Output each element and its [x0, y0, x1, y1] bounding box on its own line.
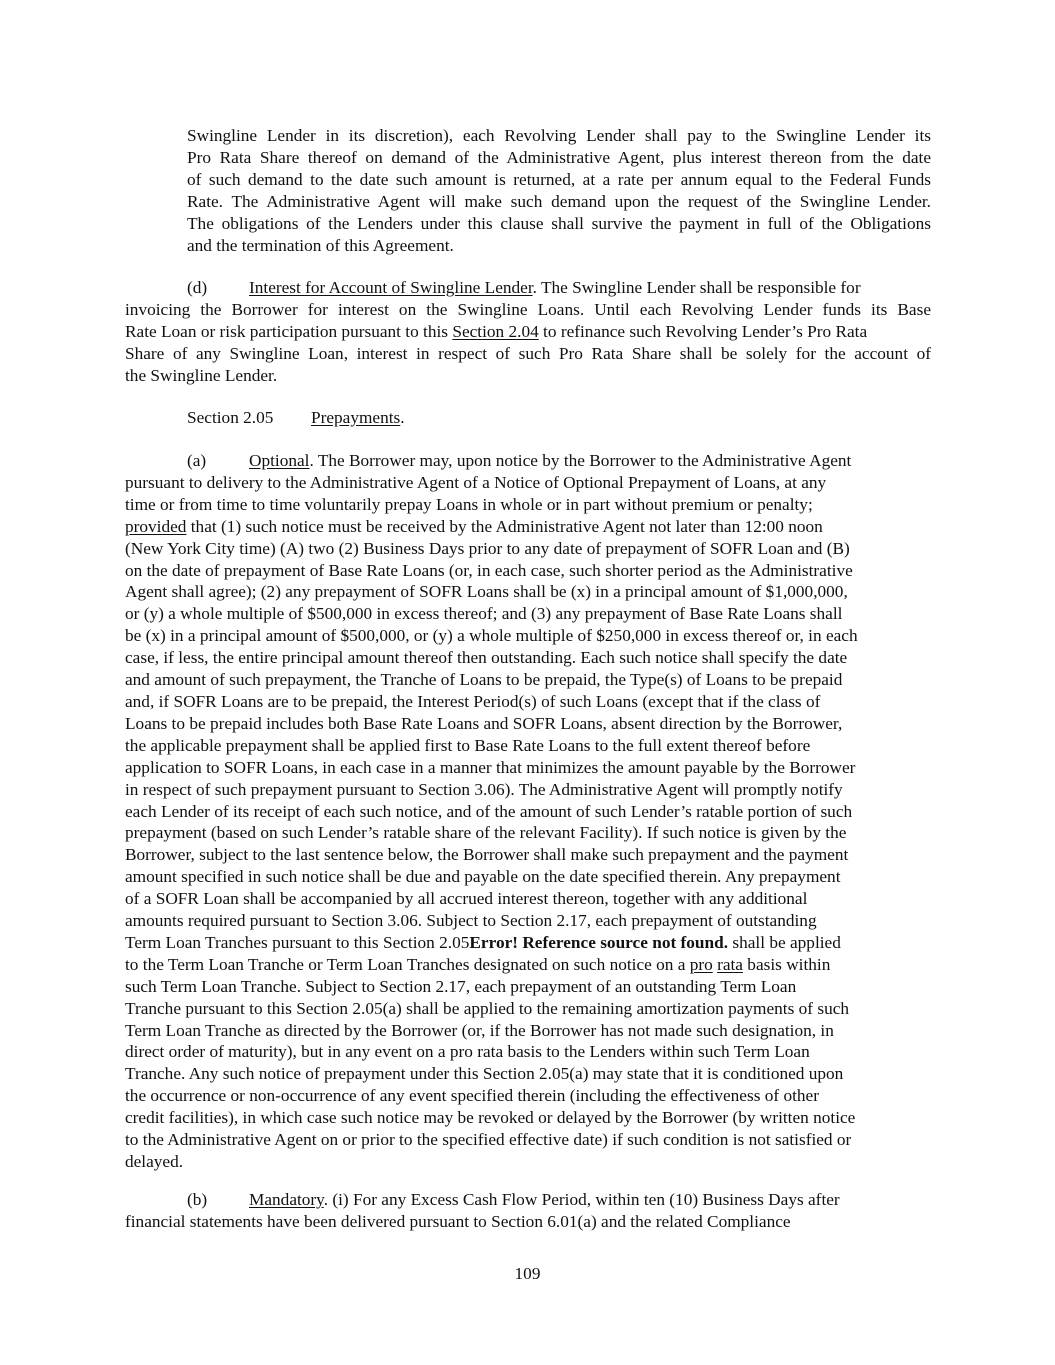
- text-line: Term Loan Tranche as directed by the Borrower (or, if the Borrower has not made such designation, in: [125, 1020, 834, 1040]
- text-line: the Swingline Lender.: [125, 365, 278, 385]
- text-line: in respect of such prepayment pursuant to Section 3.06). The Administrative Agent will promptly notify: [125, 779, 843, 799]
- text-line: on the date of prepayment of Base Rate Loans (or, in each case, such shorter period as the Administrative: [125, 560, 853, 580]
- text-line: prepayment (based on such Lender’s ratable share of the relevant Facility). If such notice is given by the: [125, 823, 847, 843]
- paragraph-heading: Mandatory: [249, 1190, 324, 1209]
- text-line: Tranche pursuant to this Section 2.05(a) shall be applied to the remaining amortization payments of such: [125, 998, 850, 1018]
- paragraph-marker: (a): [187, 451, 207, 470]
- text-line: the occurrence or non-occurrence of any event specified therein (including the effectiveness of other: [125, 1086, 819, 1106]
- text-line: such Term Loan Tranche. Subject to Section 2.17, each prepayment of an outstanding Term Loan: [125, 976, 797, 996]
- section-title: Prepayments: [311, 408, 401, 427]
- pro-term: pro: [689, 954, 713, 974]
- paragraph-b: [125, 1189, 931, 1233]
- text-line: or (y) a whole multiple of $500,000 in excess thereof; and (3) any prepayment of Base Rate Loans shall: [125, 604, 843, 624]
- text-line: amount specified in such notice shall be due and payable on the date specified therein. Any prepayment: [125, 867, 841, 887]
- text-line: [125, 450, 931, 472]
- text-line: and, if SOFR Loans are to be prepaid, the Interest Period(s) of such Loans (except that if the class of: [125, 691, 821, 711]
- text-line: [125, 321, 931, 343]
- text-line: [125, 932, 931, 954]
- text-line: credit facilities), in which case such notice may be revoked or delayed by the Borrower (by written notice: [125, 1108, 856, 1128]
- text-line: [125, 277, 931, 299]
- paragraph-d: [125, 277, 931, 387]
- text-line: Rate. The Administrative Agent will make such demand upon the request of the Swingline Lender.: [187, 191, 931, 211]
- text-line: The obligations of the Lenders under this clause shall survive the payment in full of the Obligations: [187, 213, 931, 233]
- text-line: direct order of maturity), but in any event on a pro rata basis to the Lenders within such Term Loan: [125, 1042, 810, 1062]
- text-run: . The Borrower may, upon notice by the Borrower to the Administrative Agent: [309, 451, 852, 470]
- text-line: Share of any Swingline Loan, interest in respect of such Pro Rata Share shall be solely for the account of: [125, 343, 931, 363]
- text-line: pursuant to delivery to the Administrative Agent of a Notice of Optional Prepayment of Loans, at any: [125, 472, 827, 492]
- text-run: . The Swingline Lender shall be responsible for: [532, 278, 861, 297]
- section-heading: [125, 407, 931, 429]
- text-line: of such demand to the date such amount is returned, at a rate per annum equal to the Federal Funds: [187, 169, 931, 189]
- reference-error: Error! Reference source not found.: [469, 932, 729, 952]
- page-number: 109: [514, 1264, 541, 1283]
- text-line: [125, 516, 931, 538]
- text-line: financial statements have been delivered pursuant to Section 6.01(a) and the related Compliance: [125, 1211, 791, 1231]
- text-line: [125, 1189, 931, 1211]
- rata-term: rata: [717, 954, 743, 974]
- section-number: Section 2.05: [187, 408, 274, 427]
- text-line: (New York City time) (A) two (2) Business Days prior to any date of prepayment of SOFR Loan and (B): [125, 538, 850, 558]
- provided-term: provided: [125, 516, 187, 536]
- paragraph-marker: (d): [187, 278, 208, 297]
- text-line: of a SOFR Loan shall be accompanied by all accrued interest thereon, together with any additional: [125, 889, 808, 909]
- text-line: Tranche. Any such notice of prepayment under this Section 2.05(a) may state that it is conditioned upon: [125, 1064, 844, 1084]
- text-line: the applicable prepayment shall be applied first to Base Rate Loans to the full extent thereof before: [125, 735, 811, 755]
- text-line: be (x) in a principal amount of $500,000, or (y) a whole multiple of $250,000 in excess thereof or, in each: [125, 626, 858, 646]
- text-line: invoicing the Borrower for interest on the Swingline Loans. Until each Revolving Lender funds its Base: [125, 299, 931, 319]
- text-run: Term Loan Tranches pursuant to this Section 2.05: [125, 932, 470, 952]
- text-line: [125, 407, 931, 429]
- text-line: Borrower, subject to the last sentence below, the Borrower shall make such prepayment and the payment: [125, 845, 849, 865]
- paragraph-a: [125, 450, 931, 1173]
- text-line: time or from time to time voluntarily prepay Loans in whole or in part without premium or penalty;: [125, 494, 813, 514]
- text-line: application to SOFR Loans, in each case in a manner that minimizes the amount payable by the Borrower: [125, 757, 856, 777]
- text-line: and amount of such prepayment, the Tranche of Loans to be prepaid, the Type(s) of Loans to be prepaid: [125, 670, 843, 690]
- top-paragraph: [187, 125, 931, 256]
- text-run: basis within: [742, 954, 831, 974]
- paragraph-heading: Optional: [249, 451, 310, 470]
- text-line: Pro Rata Share thereof on demand of the Administrative Agent, plus interest thereon from the date: [187, 147, 931, 167]
- text-line: Loans to be prepaid includes both Base Rate Loans and SOFR Loans, absent direction by the Borrower,: [125, 713, 843, 733]
- text-line: case, if less, the entire principal amount thereof then outstanding. Each such notice shall specify the date: [125, 648, 848, 668]
- paragraph-heading: Interest for Account of Swingline Lender: [249, 278, 533, 297]
- text-line: delayed.: [125, 1152, 184, 1171]
- text-run: .: [400, 408, 405, 427]
- text-line: and the termination of this Agreement.: [187, 235, 454, 255]
- text-line: amounts required pursuant to Section 3.06. Subject to Section 2.17, each prepayment of outstanding: [125, 911, 817, 931]
- text-run: that (1) such notice must be received by the Administrative Agent not later than 12:00 noon: [186, 516, 823, 536]
- text-line: Swingline Lender in its discretion), each Revolving Lender shall pay to the Swingline Lender its: [187, 126, 931, 145]
- text-run: Rate Loan or risk participation pursuant to this: [125, 321, 453, 341]
- text-run: to refinance such Revolving Lender’s Pro Rata: [538, 321, 868, 341]
- text-line: each Lender of its receipt of each such notice, and of the amount of such Lender’s ratable portion of such: [125, 801, 853, 821]
- text-line: [125, 954, 931, 976]
- section-reference: Section 2.04: [452, 321, 539, 341]
- text-line: Agent shall agree); (2) any prepayment of SOFR Loans shall be (x) in a principal amount of $1,000,000,: [125, 582, 848, 602]
- paragraph-marker: (b): [187, 1190, 208, 1209]
- text-run: shall be applied: [728, 932, 841, 952]
- text-run: to the Term Loan Tranche or Term Loan Tranches designated on such notice on a: [125, 954, 690, 974]
- text-run: . (i) For any Excess Cash Flow Period, within ten (10) Business Days after: [323, 1190, 840, 1209]
- text-line: to the Administrative Agent on or prior to the specified effective date) if such condition is not satisfied or: [125, 1130, 852, 1150]
